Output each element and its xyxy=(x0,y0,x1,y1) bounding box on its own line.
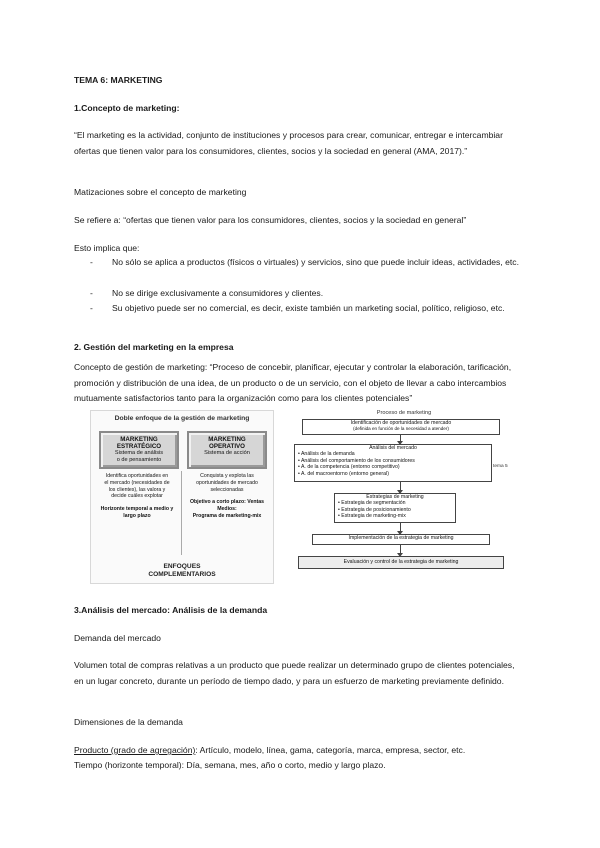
box-line: • Análisis de la demanda xyxy=(298,451,355,458)
box-heading: OPERATIVO xyxy=(209,442,245,450)
list-item-text: No se dirige exclusivamente a consumidores y clientes. xyxy=(112,288,324,298)
flow-arrow xyxy=(400,434,401,442)
box-line: • A. de la competencia (entorno competitivo) xyxy=(298,464,400,471)
box-line: Identificación de oportunidades de mercado xyxy=(350,420,452,426)
column-line: Identifica oportunidades en xyxy=(105,473,169,479)
list-dash: - xyxy=(90,303,93,313)
list-item-text: No sólo se aplica a productos (físicos o virtuales) y servicios, sino que puede incluir ideas, actividades, etc. xyxy=(112,257,519,267)
operative-column xyxy=(185,473,269,520)
column-line: seleccionadas xyxy=(210,486,244,493)
foot-line: ENFOQUES xyxy=(163,563,201,570)
list-dash: - xyxy=(90,288,93,298)
box-line: Evaluación y control de la estrategia de marketing xyxy=(343,559,459,565)
box-line: Estrategias de marketing xyxy=(366,494,424,500)
box-heading: MARKETING xyxy=(120,436,158,443)
strategic-column xyxy=(95,473,179,520)
box-line: • Estrategia de segmentación xyxy=(338,500,406,507)
market-demand-definition: Volumen total de compras relativas a un producto que puede realizar un determinado grupo de clientes potenciales, en un lugar concreto, durante un período de tiempo dado, y para un esfuerzo de marketing previamente definido. xyxy=(74,660,515,686)
column-line: oportunidades de mercado xyxy=(196,479,258,486)
time-dimension: Tiempo (horizonte temporal): Día, semana, mes, año o corto, medio y largo plazo. xyxy=(74,760,386,770)
foot-line: COMPLEMENTARIOS xyxy=(148,571,216,578)
column-divider xyxy=(181,471,182,555)
section-2-title: 2. Gestión del marketing en la empresa xyxy=(74,342,234,352)
list-dash: - xyxy=(90,257,93,267)
flow-arrow xyxy=(400,522,401,532)
box-line: (definida en función de la necesidad a atender) xyxy=(353,426,449,432)
box-heading: MARKETING xyxy=(208,436,246,443)
flow-arrow xyxy=(400,544,401,554)
section-3-title: 3.Análisis del mercado: Análisis de la demanda xyxy=(74,605,268,615)
column-line: Conquista y explota las xyxy=(200,473,254,479)
marketing-management-definition: Concepto de gestión de marketing: “Proceso de concebir, planificar, ejecutar y controlar la elaboración, tarificación, promoción y distribución de una idea, de un producto o de un servicio, con el objeto de llevar a cabo intercambios mutuamente satisfactorios tanto para la organización como para los clientes potenciales” xyxy=(74,362,512,403)
figure-title: Proceso de marketing xyxy=(376,410,432,416)
box-line: • Estrategia de posicionamiento xyxy=(338,506,411,513)
evaluation-box xyxy=(298,556,504,569)
complementary-approaches-label xyxy=(91,563,273,579)
list-item xyxy=(90,255,526,271)
operative-marketing-box xyxy=(187,431,267,469)
figure-title: Doble enfoque de la gestión de marketing xyxy=(114,415,250,422)
list-item-text: Su objetivo puede ser no comercial, es decir, existe también un marketing social, político, religioso, etc. xyxy=(112,303,505,313)
marketing-definition-quote: “El marketing es la actividad, conjunto de instituciones y procesos para crear, comunicar, entregar e intercambiar ofertas que tienen valor para los consumidores, clientes, socios y la sociedad en general (AMA, 2017).” xyxy=(74,130,503,156)
strategic-marketing-box xyxy=(99,431,179,469)
box-line: Análisis del mercado xyxy=(369,445,417,451)
column-line: Medios: xyxy=(217,506,237,513)
column-line: decide cuáles explotar xyxy=(111,493,163,500)
box-subtitle: o de pensamiento xyxy=(116,456,162,463)
box-heading: ESTRATÉGICO xyxy=(116,442,162,450)
product-values: : Artículo, modelo, línea, gama, categoría, marca, empresa, sector, etc. xyxy=(195,745,466,755)
market-analysis-box xyxy=(294,444,492,482)
section-1-title: 1.Concepto de marketing: xyxy=(74,103,180,113)
refers-to-text: Se refiere a: “ofertas que tienen valor para los consumidores, clientes, socios y la sociedad en general” xyxy=(74,215,467,225)
tema-5-note: tema 5 xyxy=(493,464,508,469)
product-dimension xyxy=(74,744,465,756)
implies-text: Esto implica que: xyxy=(74,243,140,253)
box-line: • Análisis del comportamiento de los consumidores xyxy=(298,457,415,464)
column-line: largo plazo xyxy=(123,512,151,519)
box-subtitle: Sistema de acción xyxy=(204,450,250,456)
demand-dimensions-subtitle: Dimensiones de la demanda xyxy=(74,717,183,727)
product-label: Producto (grado de agregación) xyxy=(74,745,196,755)
column-line: Objetivo a corto plazo: Ventas xyxy=(189,499,265,506)
flow-arrow xyxy=(400,481,401,491)
marketing-process-figure xyxy=(284,410,520,588)
list-item xyxy=(90,286,526,302)
column-line: Programa de marketing-mix xyxy=(192,512,262,519)
box-line: Implementación de la estrategia de marketing xyxy=(348,535,454,541)
column-line: los clientes), las valora y xyxy=(108,486,166,493)
column-line: el mercado (necesidades de xyxy=(104,479,170,486)
box-subtitle: Sistema de análisis xyxy=(114,450,164,456)
opportunities-box xyxy=(302,419,500,435)
box-line: • A. del macroentorno (entorno general) xyxy=(298,470,389,477)
implementation-box xyxy=(312,534,490,545)
market-demand-subtitle: Demanda del mercado xyxy=(74,633,161,643)
double-approach-figure xyxy=(90,410,274,584)
column-line: Horizonte temporal a medio y xyxy=(100,506,174,513)
document-heading: TEMA 6: MARKETING xyxy=(74,75,163,85)
nuances-subtitle: Matizaciones sobre el concepto de marketing xyxy=(74,187,247,197)
list-item xyxy=(90,301,526,317)
box-line: • Estrategia de marketing-mix xyxy=(338,513,406,520)
marketing-strategies-box xyxy=(334,493,456,523)
